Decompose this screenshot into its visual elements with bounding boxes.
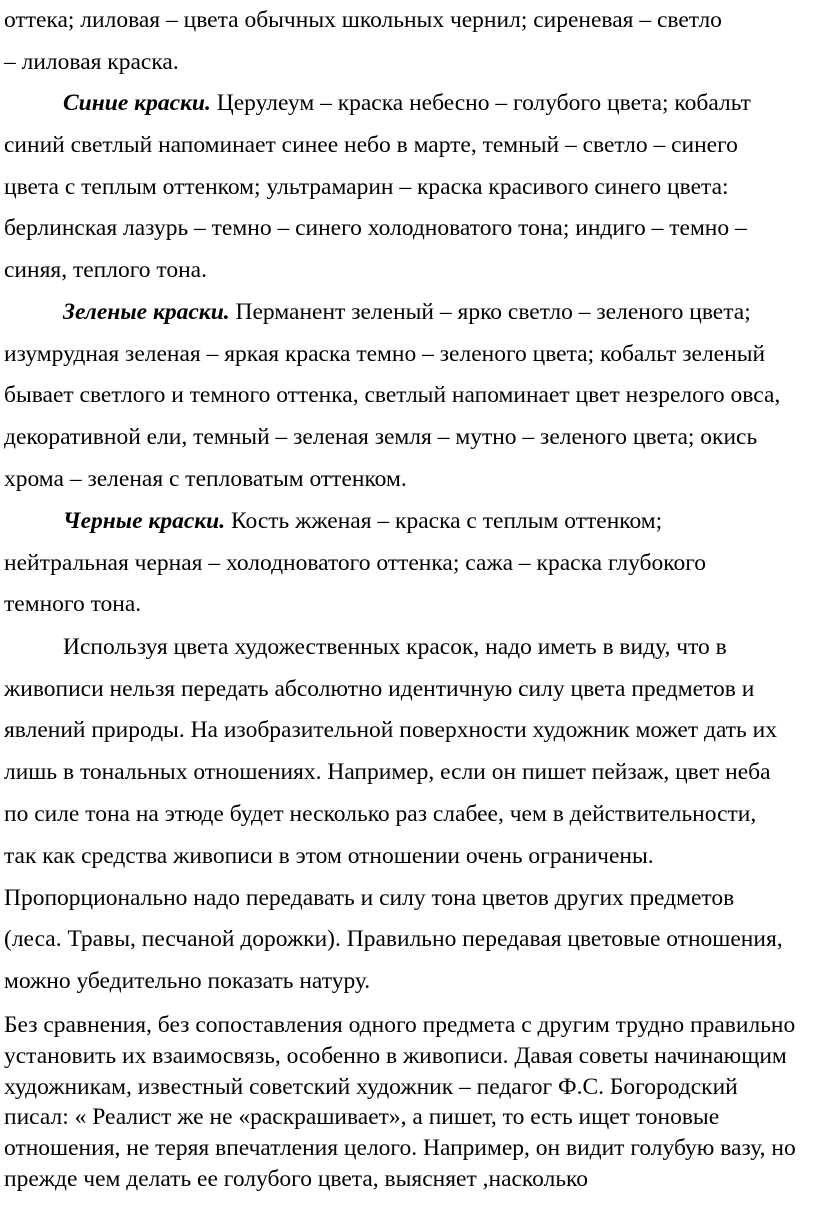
text-span: Кость жженая – краска с теплым оттенком; [225,508,663,534]
heading-green-paints: Зеленые краски. [63,299,230,325]
text-line: лишь в тональных отношениях. Например, если он пишет пейзаж, цвет неба [4,759,771,785]
text-line: берлинская лазурь – темно – синего холодноватого тона; индиго – темно – [4,215,747,241]
text-line: декоративной ели, темный – зеленая земля – мутно – зеленого цвета; окись [4,424,758,450]
text-line: оттека; лиловая – цвета обычных школьных чернил; сиреневая – светло [4,7,722,33]
text-line: явлений природы. На изобразительной поверхности художник может дать их [4,717,777,743]
paragraph-green-first-line [63,297,751,327]
paragraph-comparison [4,1010,804,1195]
heading-black-paints: Черные краски. [63,508,226,534]
text-line: цвета с теплым оттенком; ультрамарин – краска красивого синего цвета: [4,174,729,200]
heading-blue-paints: Синие краски. [63,90,211,116]
text-line: синий светлый напоминает синее небо в марте, темный – светло – синего [4,132,738,158]
text-line: живописи нельзя передать абсолютно идентичную силу цвета предметов и [4,676,755,702]
paragraph-blue-first-line [63,88,751,118]
text-line: Используя цвета художественных красок, надо иметь в виду, что в [63,634,727,660]
text-line: (леса. Травы, песчаной дорожки). Правильно передавая цветовые отношения, [4,926,783,952]
text-line: хрома – зеленая с тепловатым оттенком. [4,466,407,492]
paragraph-text: Без сравнения, без сопоставления одного предмета с другим трудно правильно установить их взаимосвязь, особенно в живописи. Давая советы начинающим художникам, известный советский художник – педагог Ф.С. Богородский писал: « Реалист же не «раскрашивает», а пишет, то есть ищет тоновые отношения, не теряя впечатления целого. Например, он видит голубую вазу, но прежде чем делать ее голубого цвета, выясняет ,насколько [4,1012,796,1192]
text-line: темного тона. [4,591,142,617]
text-span: Церулеум – краска небесно – голубого цвета; кобальт [210,90,751,116]
paragraph-black-first-line [63,506,662,536]
text-line: нейтральная черная – холодноватого оттенка; сажа – краска глубокого [4,550,707,576]
text-line: изумрудная зеленая – яркая краска темно – зеленого цвета; кобальт зеленый [4,341,766,367]
text-line: Пропорционально надо передавать и силу тона цветов других предметов [4,885,735,911]
text-line: бывает светлого и темного оттенка, светлый напоминает цвет незрелого овса, [4,382,781,408]
text-line: можно убедительно показать натуру. [4,968,371,994]
text-span: Перманент зеленый – ярко светло – зеленого цвета; [229,299,751,325]
text-line: – лиловая краска. [4,49,179,75]
text-line: по силе тона на этюде будет несколько раз слабее, чем в действительности, [4,801,757,827]
text-line: синяя, теплого тона. [4,257,207,283]
text-line: так как средства живописи в этом отношении очень ограничены. [4,843,654,869]
